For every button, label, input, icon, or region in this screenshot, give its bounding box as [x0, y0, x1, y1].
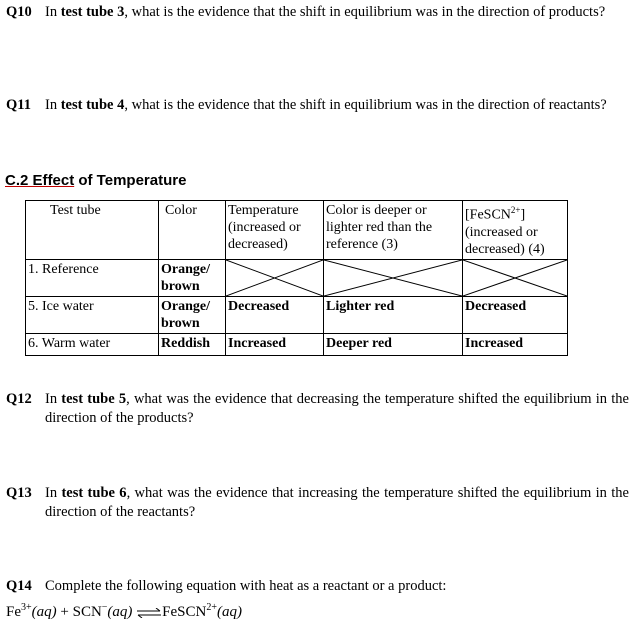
question-q11 [6, 96, 629, 115]
header-concentration: [FeSCN$^{2+}$] (increased or decreased) (4) [463, 201, 568, 260]
cell-deeper: Deeper red [324, 333, 463, 355]
question-q14 [6, 577, 629, 596]
cell-crossed-out [324, 259, 463, 296]
header-test-tube: Test tube [26, 201, 159, 260]
chemical-equation: $Fe^{3+}(aq) + SCN^-(aq)$ FeSCN$^{2+}$(aq) [6, 602, 242, 620]
question-number: Q12 [6, 391, 32, 407]
question-text: Complete the following equation with heat as a reactant or a product: [45, 578, 447, 594]
section-title: C.2 Effect of Temperature [5, 172, 187, 189]
cell-temperature: Decreased [226, 296, 324, 333]
cell-color: Orange/ brown [159, 259, 226, 296]
question-number: Q13 [6, 485, 32, 501]
question-q10 [6, 3, 629, 22]
header-temperature: Temperature (increased or decreased) [226, 201, 324, 260]
table-header-row [26, 201, 568, 260]
cell-crossed-out [463, 259, 568, 296]
table-row [26, 296, 568, 333]
question-number: Q10 [6, 4, 32, 20]
cell-concentration: Increased [463, 333, 568, 355]
question-q12 [6, 390, 629, 428]
question-number: Q14 [6, 578, 32, 594]
cell-color: Reddish [159, 333, 226, 355]
header-deeper: Color is deeper or lighter red than the reference (3) [324, 201, 463, 260]
header-color: Color [159, 201, 226, 260]
equilibrium-arrow-icon [136, 608, 162, 618]
question-q13 [6, 484, 629, 522]
cell-tube: 5. Ice water [26, 296, 159, 333]
question-text: In test tube 4, what is the evidence that the shift in equilibrium was in the direction of reactants? [45, 97, 607, 113]
cell-deeper: Lighter red [324, 296, 463, 333]
question-text: In test tube 6, what was the evidence that increasing the temperature shifted the equilibrium in the direction of the reactants? [45, 485, 629, 520]
question-text: In test tube 3, what is the evidence that the shift in equilibrium was in the direction of products? [45, 4, 606, 20]
temperature-table [25, 200, 568, 356]
cell-temperature: Increased [226, 333, 324, 355]
question-text: In test tube 5, what was the evidence that decreasing the temperature shifted the equilibrium in the direction of the products? [45, 391, 629, 426]
cell-tube: 1. Reference [26, 259, 159, 296]
question-number: Q11 [6, 97, 31, 113]
table-row [26, 259, 568, 296]
cell-concentration: Decreased [463, 296, 568, 333]
cell-tube: 6. Warm water [26, 333, 159, 355]
cell-crossed-out [226, 259, 324, 296]
table-row [26, 333, 568, 355]
cell-color: Orange/ brown [159, 296, 226, 333]
